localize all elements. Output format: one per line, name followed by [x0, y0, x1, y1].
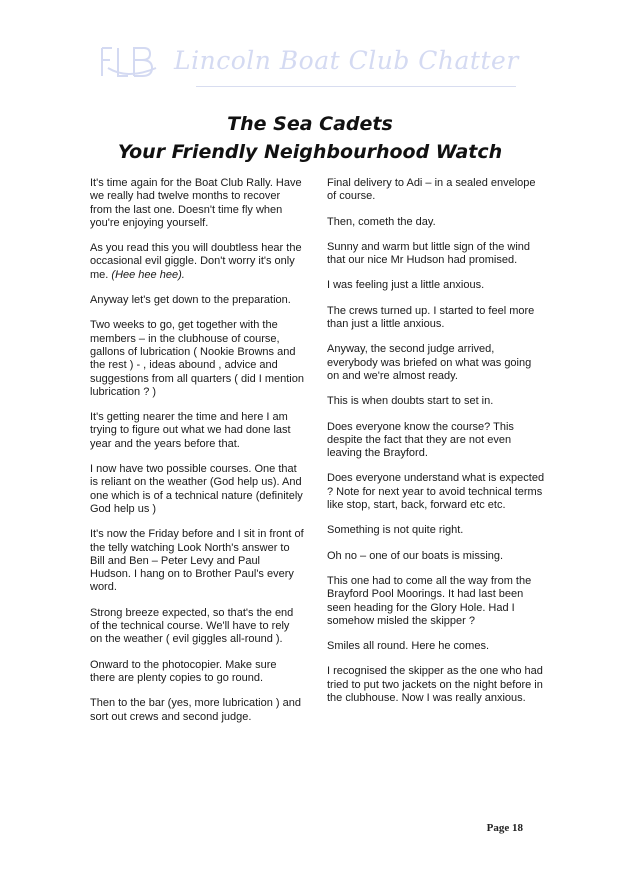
- paragraph: Smiles all round. Here he comes.: [327, 640, 490, 653]
- paragraph: Anyway let's get down to the preparation.: [90, 294, 291, 307]
- paragraph: This is when doubts start to set in.: [327, 395, 494, 408]
- left-column: [90, 177, 304, 736]
- paragraph: Two weeks to go, get together with the members – in the clubhouse of course, gallons of lubrication ( Nookie Browns and the rest ) - , ideas abound , advice and suggestions from all quarters ( did I mention lubrication ? ): [90, 319, 304, 398]
- article-subtitle: Your Friendly Neighbourhood Watch: [117, 141, 503, 163]
- boat-club-logo-icon: [98, 42, 162, 82]
- paragraph: Strong breeze expected, so that's the end of the technical course. We'll have to rely on the weather ( evil giggles all-round ).: [90, 606, 294, 646]
- masthead: [98, 40, 518, 90]
- paragraph: Something is not quite right.: [327, 524, 464, 537]
- article-title: The Sea Cadets: [227, 113, 393, 135]
- club-title: Lincoln Boat Club Chatter: [174, 46, 519, 75]
- paragraph: This one had to come all the way from the Brayford Pool Moorings. It had last been seen heading for the Glory Hole. Had I somehow misled the skipper ?: [327, 574, 532, 627]
- paragraph-text: As you read this you will doubtless hear the occasional evil giggle. Don't worry it's only me.: [90, 242, 302, 281]
- paragraph: I now have two possible courses. One that is reliant on the weather (God help us). And one which is of a technical nature (definitely God help us ): [90, 463, 303, 515]
- paragraph: Then to the bar (yes, more lubrication ) and sort out crews and second judge.: [90, 697, 301, 723]
- page-number: Page 18: [486, 822, 523, 834]
- paragraph: [90, 242, 304, 282]
- paragraph: Oh no – one of our boats is missing.: [327, 549, 504, 562]
- paragraph-aside: (Hee hee hee).: [111, 268, 185, 281]
- right-column: [327, 177, 545, 717]
- paragraph: Onward to the photocopier. Make sure there are plenty copies to go round.: [90, 658, 277, 684]
- masthead-rule: [196, 86, 516, 87]
- paragraph: Anyway, the second judge arrived, everybody was briefed on what was going on and we're almost ready.: [327, 343, 532, 382]
- paragraph: Sunny and warm but little sign of the wind that our nice Mr Hudson had promised.: [327, 240, 531, 267]
- paragraph: Then, cometh the day.: [327, 215, 436, 228]
- paragraph: Does everyone understand what is expected ? Note for next year to avoid technical terms like stop, start, back, forward etc etc.: [327, 472, 545, 512]
- paragraph: The crews turned up. I started to feel more than just a little anxious.: [327, 304, 535, 331]
- paragraph: It's getting nearer the time and here I am trying to figure out what we had done last year and the years before that.: [90, 411, 291, 450]
- paragraph: I recognised the skipper as the one who had tried to put two jackets on the night before in the clubhouse. Now I was really anxious.: [327, 665, 543, 705]
- paragraph: Does everyone know the course? This despite the fact that they are not even leaving the Brayford.: [327, 420, 514, 460]
- paragraph: Final delivery to Adi – in a sealed envelope of course.: [327, 177, 536, 203]
- paragraph: It's now the Friday before and I sit in front of the telly watching Look North's answer to Bill and Ben – Peter Levy and Paul Hudson. I hang on to Brother Paul's every word.: [90, 528, 304, 594]
- paragraph: I was feeling just a little anxious.: [327, 279, 485, 292]
- paragraph: It's time again for the Boat Club Rally. Have we really had twelve months to recover from the last one. Doesn't time fly when you're enjoying yourself.: [90, 177, 302, 229]
